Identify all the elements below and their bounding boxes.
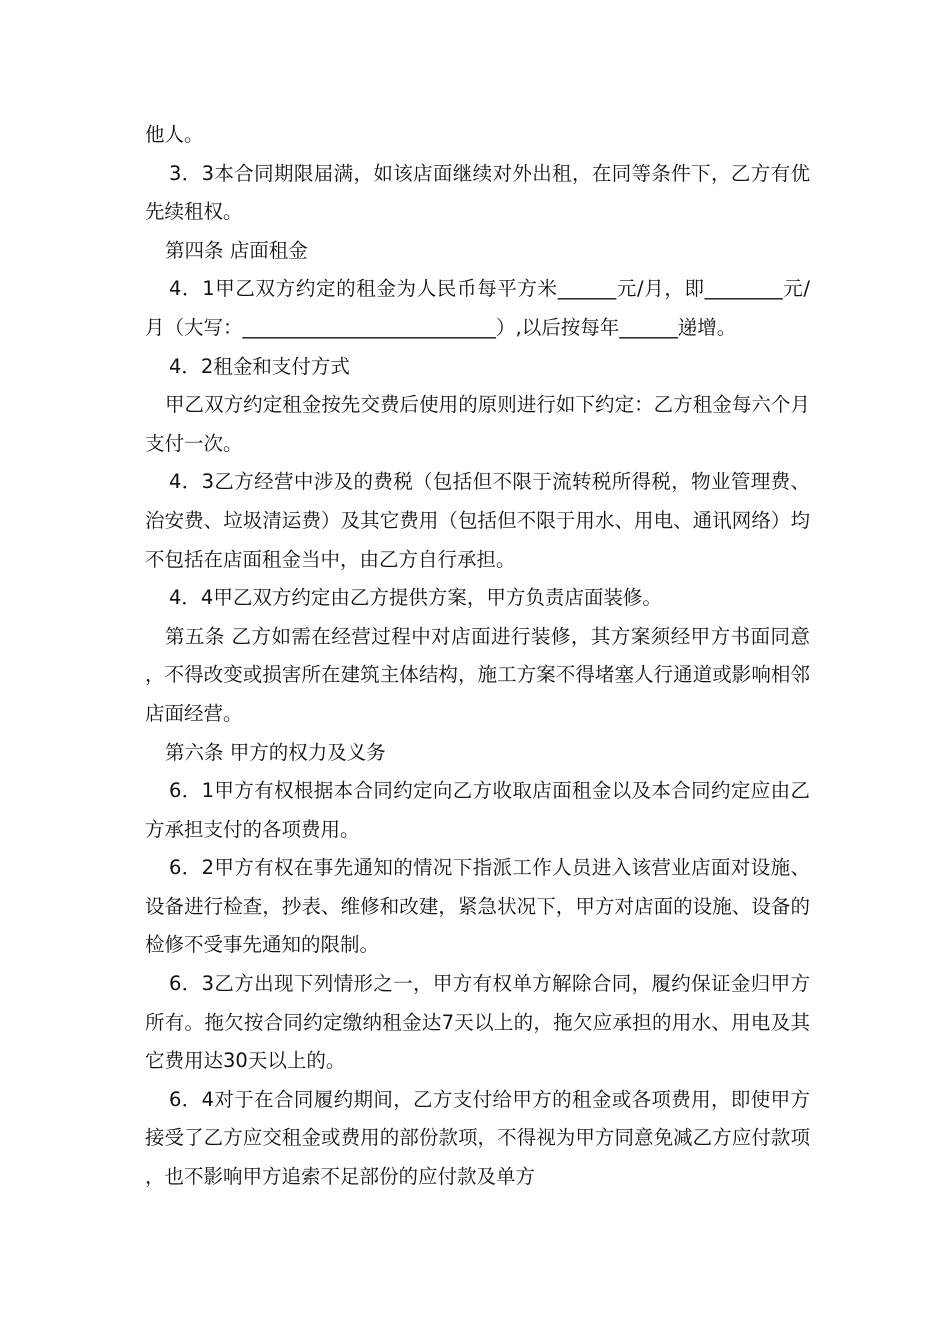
paragraph-4-4: 4．4甲乙双方约定由乙方提供方案，甲方负责店面装修。 (169, 586, 662, 610)
heading-article-6: 第六条 甲方的权力及义务 (165, 740, 386, 764)
paragraph-6-1: 6．1甲方有权根据本合同约定向乙方收取店面租金以及本合同约定应由乙方承担支付的各项费用。 (145, 779, 810, 841)
paragraph-4-1: 4．1甲乙双方约定的租金为人民币每平方米______元/月，即________元/月（大写：__________________________）,以后按每年______递增。 (145, 277, 810, 339)
paragraph-6-4: 6．4对于在合同履约期间，乙方支付给甲方的租金或各项费用，即使甲方接受了乙方应交租金或费用的部份款项，不得视为甲方同意免减乙方应付款项，也不影响甲方追索不足部份的应付款及单方 (145, 1087, 810, 1189)
paragraph-3-3: 3．3本合同期限届满，如该店面继续对外出租，在同等条件下，乙方有优先续租权。 (145, 161, 810, 224)
paragraph-4-2-detail: 甲乙双方约定租金按先交费后使用的原则进行如下约定：乙方租金每六个月支付一次。 (145, 393, 810, 455)
paragraph-6-3: 6．3乙方出现下列情形之一，甲方有权单方解除合同，履约保证金归甲方所有。拖欠按合同约定缴纳租金达7天以上的，拖欠应承担的用水、用电及其它费用达30天以上的。 (145, 972, 810, 1073)
heading-article-4: 第四条 店面租金 (165, 238, 308, 262)
document-body (145, 116, 810, 1197)
paragraph-4-3: 4．3乙方经营中涉及的费税（包括但不限于流转税所得税，物业管理费、治安费、垃圾清运费）及其它费用（包括但不限于用水、用电、通讯网络）均不包括在店面租金当中，由乙方自行承担。 (145, 470, 810, 571)
paragraph-article-5: 第五条 乙方如需在经营过程中对店面进行装修，其方案须经甲方书面同意，不得改变或损害所在建筑主体结构，施工方案不得堵塞人行通道或影响相邻店面经营。 (145, 624, 810, 725)
paragraph-6-2: 6．2甲方有权在事先通知的情况下指派工作人员进入该营业店面对设施、设备进行检查，抄表、维修和改建，紧急状况下，甲方对店面的设施、设备的检修不受事先通知的限制。 (145, 856, 810, 957)
paragraph-continued: 他人。 (145, 123, 204, 146)
paragraph-4-2: 4．2租金和支付方式 (169, 354, 350, 378)
